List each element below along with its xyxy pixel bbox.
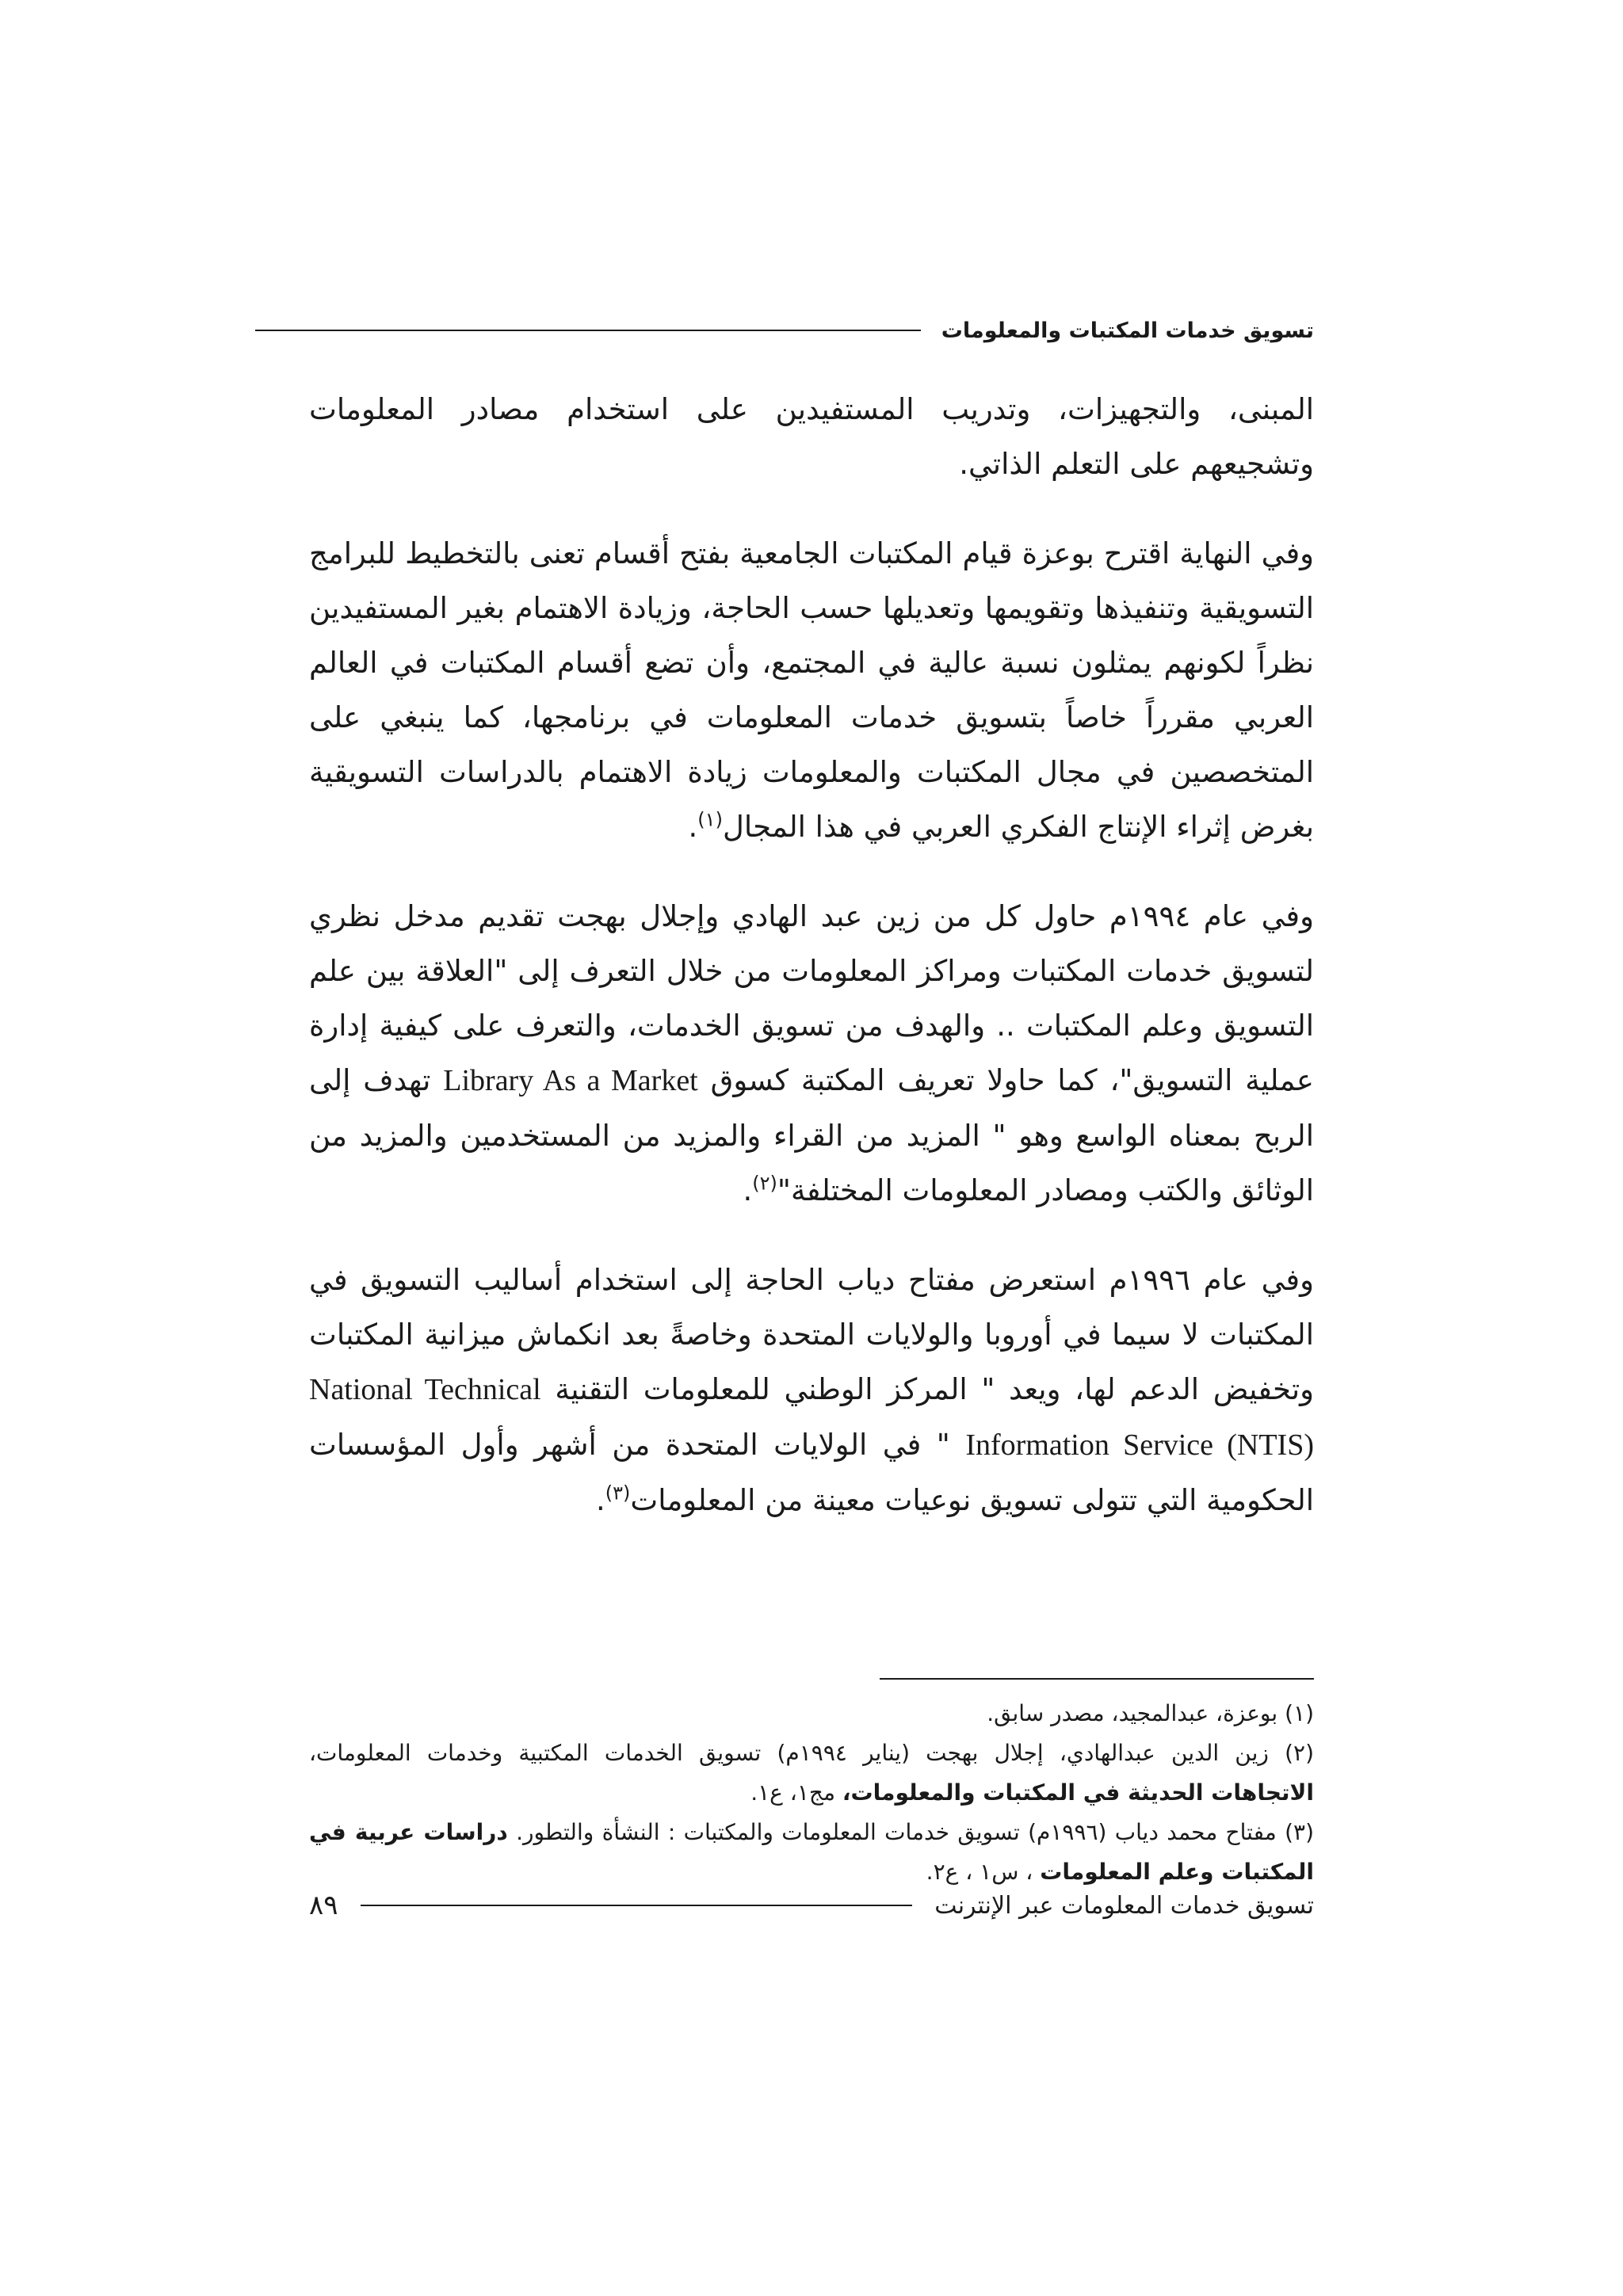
footnote-source-title: الاتجاهات الحديثة في المكتبات والمعلومات، [842, 1779, 1314, 1806]
footer-rule [361, 1905, 913, 1906]
paragraph-1 [309, 382, 1314, 491]
paragraph-end: . [595, 1483, 605, 1517]
footnote-number: (٣) [1285, 1819, 1315, 1845]
paragraph-end: . [688, 810, 698, 844]
footnote-ref: (٢) [752, 1172, 777, 1195]
footnote-3 [309, 1813, 1314, 1892]
running-header [309, 311, 1314, 350]
footnote-text: مج١، ع١. [750, 1779, 835, 1806]
paragraph-end: . [743, 1173, 753, 1207]
english-term: National Technical Information Service (NTIS) [309, 1373, 1315, 1462]
page-number: ٨٩ [309, 1890, 338, 1921]
footnote-text: مفتاح محمد دياب (١٩٩٦م) تسويق خدمات المعلومات والمكتبات : النشأة والتطور. [516, 1819, 1277, 1845]
footnote-source-title: دراسات عربية في المكتبات وعلم المعلومات [309, 1819, 1314, 1885]
footnote-ref: (١) [697, 808, 723, 831]
footnote-ref: (٣) [605, 1482, 631, 1505]
book-title: تسويق خدمات المعلومات عبر الإنترنت [934, 1891, 1314, 1920]
header-rule [255, 330, 921, 331]
running-footer [309, 1884, 1314, 1927]
footnote-2 [309, 1733, 1314, 1813]
body-text [309, 382, 1314, 1562]
paragraph-text: " في الولايات المتحدة من أشهر وأول المؤسسات الحكومية التي تتولى تسويق نوعيات معينة من المعلومات [309, 1428, 1314, 1517]
paragraph-3 [309, 889, 1314, 1218]
paragraph-text: المبنى، والتجهيزات، وتدريب المستفيدين على استخدام مصادر المعلومات وتشجيعهم على التعلم الذاتي. [309, 392, 1314, 481]
paragraph-text: وفي عام ١٩٩٦م استعرض مفتاح دياب الحاجة إلى استخدام أساليب التسويق في المكتبات لا سيما في أوروبا والولايات المتحدة وخاصةً بعد انكماش ميزانية المكتبات وتخفيض الدعم لها، ويعد " المركز الوطني للمعلومات التقنية [309, 1263, 1314, 1406]
footnote-number: (٢) [1285, 1740, 1315, 1766]
paragraph-4 [309, 1253, 1314, 1527]
paragraph-text: وفي عام ١٩٩٤م حاول كل من زين عبد الهادي وإجلال بهجت تقديم مدخل نظري لتسويق خدمات المكتبات ومراكز المعلومات من خلال التعرف إلى "العلاقة بين علم التسويق وعلم المكتبات .. والهدف من تسويق الخدمات، والتعرف على كيفية إدارة عملية التسويق"، كما حاولا تعريف المكتبة كسوق [309, 899, 1315, 1097]
footnote-text: بوعزة، عبدالمجيد، مصدر سابق. [987, 1700, 1278, 1726]
paragraph-text: تهدف إلى الربح بمعناه الواسع وهو " المزيد من القراء والمزيد من المستخدمين والمزيد من الوثائق والكتب ومصادر المعلومات المختلفة" [309, 1063, 1314, 1207]
footnote-number: (١) [1285, 1700, 1314, 1726]
footnote-rule [880, 1678, 1314, 1680]
chapter-title: تسويق خدمات المكتبات والمعلومات [941, 318, 1314, 343]
footnotes [309, 1694, 1314, 1892]
paragraph-text: وفي النهاية اقترح بوعزة قيام المكتبات الجامعية بفتح أقسام تعنى بالتخطيط للبرامج التسويقية وتنفيذها وتقويمها وتعديلها حسب الحاجة، وزيادة الاهتمام بغير المستفيدين نظراً لكونهم يمثلون نسبة عالية في المجتمع، وأن تضع أقسام المكتبات في العالم العربي مقرراً خاصاً بتسويق خدمات المعلومات في برنامجها، كما ينبغي على المتخصصين في مجال المكتبات والمعلومات زيادة الاهتمام بالدراسات التسويقية بغرض إثراء الإنتاج الفكري العربي في هذا المجال [309, 536, 1314, 844]
footnote-text: زين الدين عبدالهادي، إجلال بهجت (يناير ١٩٩٤م) تسويق الخدمات المكتبية وخدمات المعلومات، [309, 1740, 1269, 1766]
paragraph-2 [309, 526, 1314, 854]
footnote-text: ، س١ ، ع٢. [926, 1859, 1033, 1885]
english-term: Library As a Market [443, 1064, 698, 1097]
footnote-1 [309, 1694, 1314, 1733]
